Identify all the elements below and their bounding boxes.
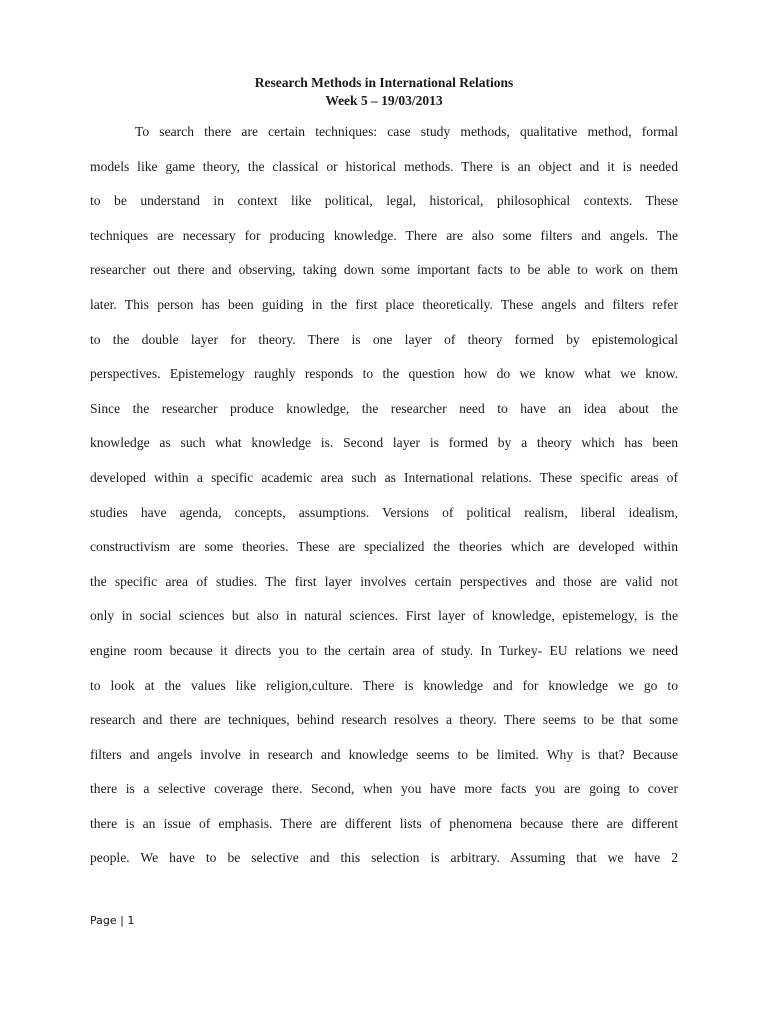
text-line: research and there are techniques, behind research resolves a theory. There seems to be that some [90, 712, 678, 728]
text-line: to be understand in context like political, legal, historical, philosophical contexts. These [90, 193, 678, 209]
text-line: people. We have to be selective and this selection is arbitrary. Assuming that we have 2 [90, 850, 678, 866]
body-paragraph [90, 122, 678, 883]
text-line: to look at the values like religion,culture. There is knowledge and for knowledge we go to [90, 677, 678, 693]
text-line: knowledge as such what knowledge is. Second layer is formed by a theory which has been [90, 435, 678, 451]
text-line: filters and angels involve in research and knowledge seems to be limited. Why is that? Because [90, 746, 678, 762]
text-line: only in social sciences but also in natural sciences. First layer of knowledge, epistemelogy, is the [90, 608, 678, 624]
text-line: to the double layer for theory. There is one layer of theory formed by epistemological [90, 331, 678, 347]
text-line: researcher out there and observing, taking down some important facts to be able to work on them [90, 262, 678, 278]
text-line: perspectives. Epistemelogy raughly responds to the question how do we know what we know. [90, 366, 678, 382]
text-line: developed within a specific academic area such as International relations. These specific areas of [90, 469, 678, 485]
text-line: studies have agenda, concepts, assumptions. Versions of political realism, liberal idealism, [90, 504, 678, 520]
page-number: Page | 1 [90, 914, 135, 927]
text-line: constructivism are some theories. These are specialized the theories which are developed within [90, 539, 678, 555]
text-line: To search there are certain techniques: case study methods, qualitative method, formal [135, 124, 678, 139]
text-line: engine room because it directs you to the certain area of study. In Turkey- EU relations we need [90, 642, 678, 658]
document-title: Research Methods in International Relations [254, 75, 514, 90]
text-line: models like game theory, the classical or historical methods. There is an object and it is needed [90, 158, 678, 174]
text-line: Since the researcher produce knowledge, the researcher need to have an idea about the [90, 400, 678, 416]
text-line: later. This person has been guiding in the first place theoretically. These angels and filters refer [90, 296, 678, 312]
text-line: there is a selective coverage there. Second, when you have more facts you are going to cover [90, 781, 678, 797]
document-subtitle: Week 5 – 19/03/2013 [325, 93, 443, 108]
text-line: techniques are necessary for producing knowledge. There are also some filters and angels. The [90, 227, 678, 243]
text-line: there is an issue of emphasis. There are different lists of phenomena because there are different [90, 815, 678, 831]
text-line: the specific area of studies. The first layer involves certain perspectives and those are valid not [90, 573, 678, 589]
